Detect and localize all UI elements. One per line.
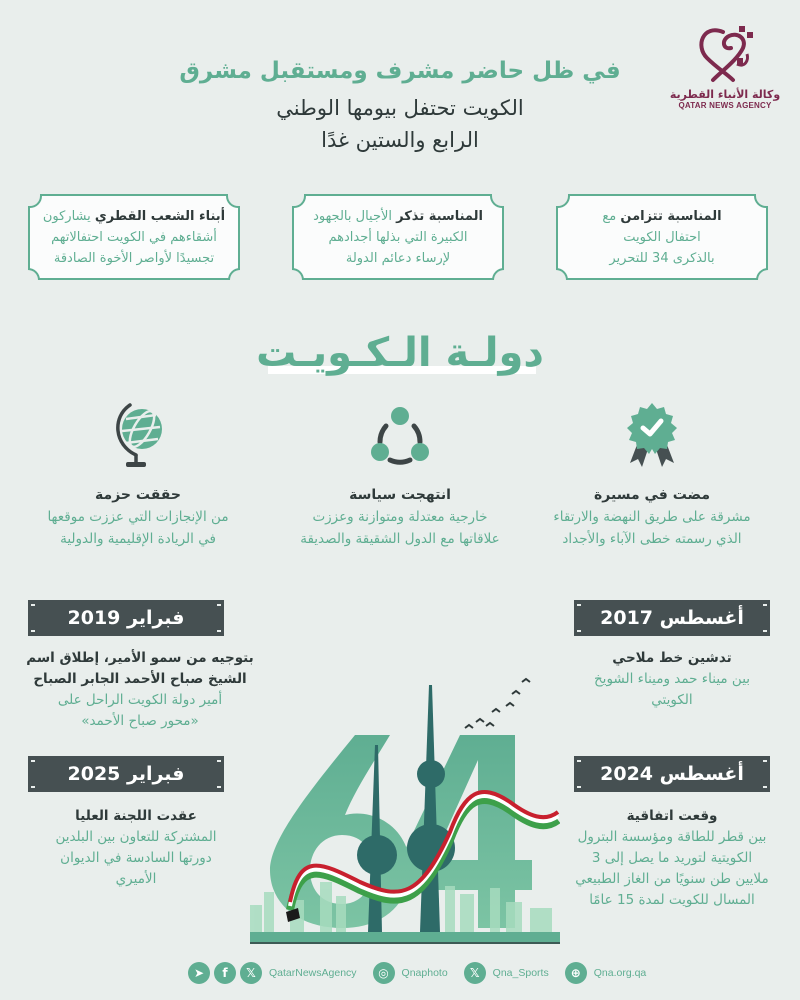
globe-icon xyxy=(108,401,168,471)
date-banner-feb-2019: فبراير 2019 xyxy=(28,600,224,636)
x-icon[interactable]: 𝕏 xyxy=(464,962,486,984)
feature-title: انتهجت سياسة xyxy=(349,487,451,503)
feature-title: مضت في مسيرة xyxy=(594,487,710,503)
x-icon[interactable]: 𝕏 xyxy=(240,962,262,984)
timeline-event-2019: بتوجيه من سمو الأمير، إطلاق اسم الشيخ صباح الأحمد الجابر الصباح أمير دولة الكويت الراحل على «محور صباح الأحمد» xyxy=(26,650,254,729)
facebook-icon[interactable]: f xyxy=(214,962,236,984)
instagram-icon[interactable]: ◎ xyxy=(373,962,395,984)
social-footer xyxy=(188,958,658,988)
card-bold: المناسبة تتزامن xyxy=(620,209,722,224)
telegram-icon[interactable]: ➤ xyxy=(188,962,210,984)
date-banner-aug-2024: أغسطس 2024 xyxy=(574,756,770,792)
date-banner-aug-2017: أغسطس 2017 xyxy=(574,600,770,636)
subheadline-line-1: الكويت تحتفل بيومها الوطني xyxy=(276,96,524,120)
headline: في ظل حاضر مشرف ومستقبل مشرق xyxy=(179,58,621,84)
website-link[interactable]: Qna.org.qa xyxy=(593,967,647,979)
network-cycle-icon xyxy=(368,404,432,468)
logo-english-name: QATAR NEWS AGENCY xyxy=(678,101,772,110)
globe-icon[interactable]: ⊕ xyxy=(565,962,587,984)
section-title: دولـة الـكـويـت xyxy=(256,330,544,376)
subheadline xyxy=(150,92,650,156)
feature-journey: مضت في مسيرة مشرقة على طريق النهضة والارتقاء الذي رسمته خطى الآباء والأجداد xyxy=(532,400,772,550)
social-handle-qatarnewsagency[interactable]: QatarNewsAgency xyxy=(269,967,357,979)
social-handle-qna-sports[interactable]: Qna_Sports xyxy=(492,967,549,979)
timeline-event-2024: وقعت اتفاقية بين قطر للطاقة ومؤسسة البترول الكويتية لتوريد ما يصل إلى 3 ملايين طن سنويًا من الغاز الطبيعي المسال للكويت لمدة 15 عامًا xyxy=(575,808,769,908)
date-banner-feb-2025: فبراير 2025 xyxy=(28,756,224,792)
award-badge-icon xyxy=(622,401,682,471)
kuwait-towers-64-illustration xyxy=(250,650,560,950)
card-bold: المناسبة تذكر xyxy=(396,209,483,224)
info-card-liberation: المناسبة تتزامن مع احتفال الكويت بالذكرى 34 للتحرير xyxy=(556,194,768,280)
feature-achievements: حققت حزمة من الإنجازات التي عززت موقعها في الريادة الإقليمية والدولية xyxy=(18,400,258,550)
subheadline-line-2: الرابع والستين غدًا xyxy=(321,128,479,152)
timeline-event-2025: عقدت اللجنة العليا المشتركة للتعاون بين البلدين دورتها السادسة في الديوان الأميري xyxy=(55,808,217,887)
timeline-event-2017: تدشين خط ملاحي بين ميناء حمد وميناء الشويخ الكويتي xyxy=(593,650,751,708)
info-card-qatari-people: أبناء الشعب القطري يشاركون أشقاءهم في الكويت احتفالاتهم تجسيدًا لأواصر الأخوة الصادقة xyxy=(28,194,240,280)
qna-logo-mark-icon xyxy=(693,24,757,86)
feature-policy: انتهجت سياسة خارجية معتدلة ومتوازنة وعززت علاقاتها مع الدول الشقيقة والصديقة xyxy=(280,400,520,550)
info-card-generations: المناسبة تذكر الأجيال بالجهود الكبيرة التي بذلها أجدادهم لإرساء دعائم الدولة xyxy=(292,194,504,280)
kuwait-towers-illustration-icon xyxy=(250,650,560,950)
social-handle-qnaphoto[interactable]: Qnaphoto xyxy=(401,967,448,979)
logo-arabic-name: وكالة الأنباء القطرية xyxy=(669,88,781,101)
feature-title: حققت حزمة xyxy=(95,487,181,503)
card-bold: أبناء الشعب القطري xyxy=(94,209,226,224)
